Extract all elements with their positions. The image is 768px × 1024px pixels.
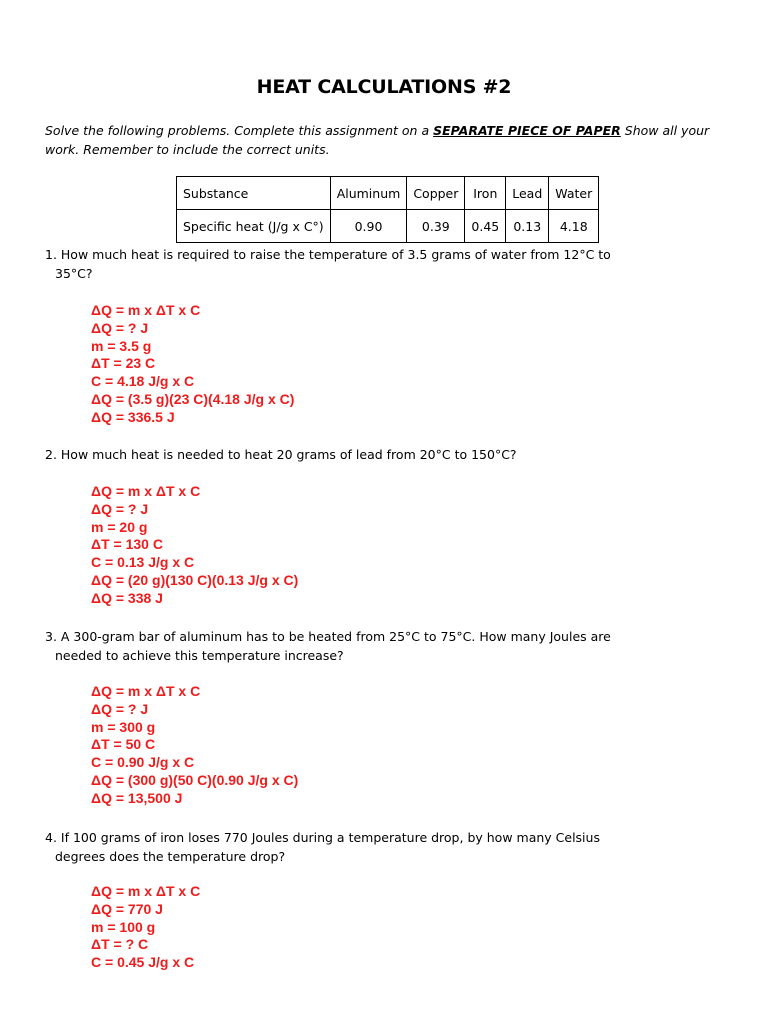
question-line: 1. How much heat is required to raise the temperature of 3.5 grams of water from 12°C to bbox=[45, 247, 611, 262]
solution-line: ΔQ = m x ΔT x C bbox=[91, 302, 201, 318]
solution-line: ΔT = ? C bbox=[91, 936, 149, 953]
question-line: degrees does the temperature drop? bbox=[55, 849, 286, 864]
solution-line: ΔT = 23 C bbox=[91, 355, 156, 372]
question-4 bbox=[45, 828, 665, 866]
solution-line: m = 20 g bbox=[91, 518, 148, 535]
table-cell: Iron bbox=[465, 177, 506, 210]
table-cell: 0.39 bbox=[407, 210, 465, 243]
solution-line: ΔT = 130 C bbox=[91, 536, 163, 553]
solution-line: ΔQ = 338 J bbox=[91, 589, 163, 606]
question-2 bbox=[45, 445, 665, 464]
solution-line: ΔQ = 13,500 J bbox=[91, 789, 183, 806]
specific-heat-table bbox=[176, 176, 599, 243]
solution-line: ΔQ = 770 J bbox=[91, 900, 163, 917]
instructions-text-2: Show all your work. Remember to include the correct units. bbox=[45, 123, 710, 157]
solution-line: ΔQ = ? J bbox=[91, 319, 149, 336]
solution-3 bbox=[91, 683, 298, 808]
question-line: needed to achieve this temperature increase? bbox=[55, 648, 344, 663]
question-line: 4. If 100 grams of iron loses 770 Joules during a temperature drop, by how many Celsius bbox=[45, 830, 600, 845]
table-row bbox=[177, 210, 599, 243]
table-cell: Specific heat (J/g x C°) bbox=[177, 210, 331, 243]
solution-line: ΔT = 50 C bbox=[91, 736, 156, 753]
page-title: HEAT CALCULATIONS #2 bbox=[256, 76, 512, 98]
instructions-text: Solve the following problems. Complete this assignment on a bbox=[45, 123, 434, 138]
table-cell: Lead bbox=[506, 177, 549, 210]
solution-line: C = 0.13 J/g x C bbox=[91, 554, 195, 571]
solution-4 bbox=[91, 883, 200, 972]
table-cell: 0.90 bbox=[330, 210, 407, 243]
table-cell: Water bbox=[549, 177, 599, 210]
solution-line: ΔQ = (20 g)(130 C)(0.13 J/g x C) bbox=[91, 571, 299, 588]
solution-line: C = 4.18 J/g x C bbox=[91, 373, 195, 390]
solution-line: ΔQ = (300 g)(50 C)(0.90 J/g x C) bbox=[91, 771, 299, 788]
solution-line: ΔQ = m x ΔT x C bbox=[91, 483, 201, 499]
instructions bbox=[45, 121, 735, 159]
table-cell: Copper bbox=[407, 177, 465, 210]
solution-line: C = 0.45 J/g x C bbox=[91, 954, 195, 971]
solution-line: m = 100 g bbox=[91, 918, 156, 935]
table-cell: Aluminum bbox=[330, 177, 407, 210]
instructions-emphasis: SEPARATE PIECE OF PAPER bbox=[433, 123, 621, 138]
solution-line: m = 3.5 g bbox=[91, 337, 152, 354]
solution-line: C = 0.90 J/g x C bbox=[91, 754, 195, 771]
question-line: 2. How much heat is needed to heat 20 grams of lead from 20°C to 150°C? bbox=[45, 447, 517, 462]
question-line: 3. A 300-gram bar of aluminum has to be heated from 25°C to 75°C. How many Joules are bbox=[45, 629, 611, 644]
question-1 bbox=[45, 245, 665, 283]
solution-line: ΔQ = 336.5 J bbox=[91, 408, 175, 425]
solution-line: ΔQ = m x ΔT x C bbox=[91, 683, 201, 699]
solution-line: ΔQ = ? J bbox=[91, 500, 149, 517]
table-cell: 4.18 bbox=[549, 210, 599, 243]
solution-line: ΔQ = m x ΔT x C bbox=[91, 883, 201, 899]
table-cell: 0.45 bbox=[465, 210, 506, 243]
solution-2 bbox=[91, 483, 298, 608]
table-header-row bbox=[177, 177, 599, 210]
solution-line: ΔQ = (3.5 g)(23 C)(4.18 J/g x C) bbox=[91, 390, 295, 407]
question-line: 35°C? bbox=[55, 266, 93, 281]
solution-1 bbox=[91, 302, 294, 427]
table-cell: Substance bbox=[177, 177, 331, 210]
solution-line: m = 300 g bbox=[91, 718, 156, 735]
question-3 bbox=[45, 627, 665, 665]
table-cell: 0.13 bbox=[506, 210, 549, 243]
solution-line: ΔQ = ? J bbox=[91, 700, 149, 717]
